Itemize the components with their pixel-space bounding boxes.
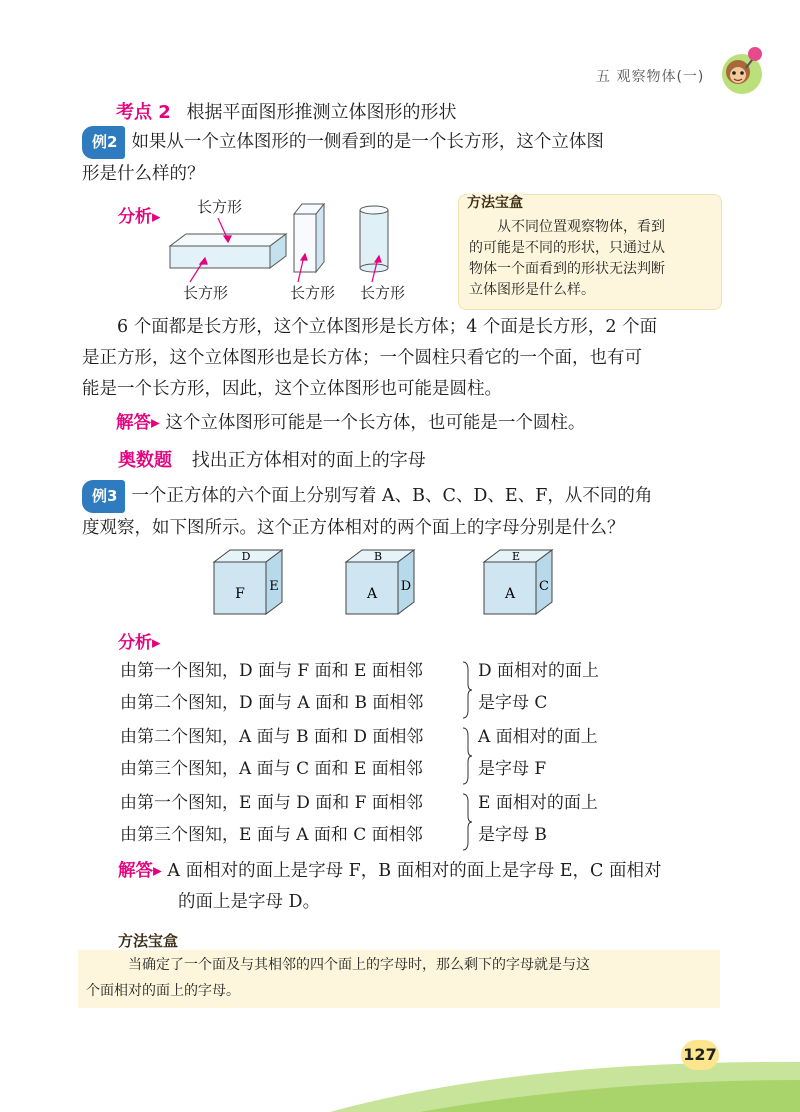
example3-answer-line2: 的面上是字母 D。 bbox=[178, 892, 321, 912]
explain-line3: 能是一个长方形，因此，这个立体图形也可能是圆柱。 bbox=[82, 379, 502, 399]
cube-2 bbox=[346, 550, 414, 614]
example3-analysis-label: 分析▸ bbox=[118, 633, 161, 653]
explain-line2: 是正方形，这个立体图形也是长方体；一个圆柱只看它的一个面，也有可 bbox=[82, 348, 642, 368]
group1-result2: 是字母 C bbox=[478, 693, 548, 713]
example2-question-line2: 形是什么样的？ bbox=[82, 164, 205, 184]
group2-line2: 由第三个图知，A 面与 C 面和 E 面相邻 bbox=[120, 759, 423, 779]
cube-1-side-letter: E bbox=[269, 579, 279, 594]
group3-result2: 是字母 B bbox=[478, 825, 547, 845]
group3-line2: 由第三个图知，E 面与 A 面和 C 面相邻 bbox=[120, 825, 423, 845]
method-bottom-line2: 个面相对的面上的字母。 bbox=[86, 983, 240, 999]
cube-1-front-letter: F bbox=[235, 586, 245, 602]
example2-explanation bbox=[82, 312, 722, 405]
group3-result1: E 面相对的面上 bbox=[478, 793, 598, 813]
group3-brace bbox=[462, 792, 472, 852]
example2-analysis-label: 分析▸ bbox=[118, 207, 161, 227]
example3-question-line2: 度观察，如下图所示。这个正方体相对的两个面上的字母分别是什么？ bbox=[82, 518, 625, 538]
cylinder-shape bbox=[360, 206, 388, 272]
tall-prism-shape bbox=[294, 204, 324, 272]
method-line4: 立体图形是什么样。 bbox=[469, 282, 595, 298]
cube-2-top-letter: B bbox=[373, 550, 383, 563]
page-number: 127 bbox=[681, 1040, 719, 1070]
cube-2-front-letter: A bbox=[366, 586, 378, 602]
example2-answer-text: 这个立体图形可能是一个长方体，也可能是一个圆柱。 bbox=[165, 413, 586, 433]
example2-question-line1: 如果从一个立体图形的一侧看到的是一个长方形，这个立体图 bbox=[131, 132, 604, 152]
example2-badge: 例2 bbox=[82, 126, 125, 159]
section-heading bbox=[116, 98, 457, 124]
olympiad-heading bbox=[118, 446, 426, 472]
explain-line1: 6 个面都是长方形，这个立体图形是长方体；4 个面是长方形，2 个面 bbox=[117, 317, 658, 337]
olympiad-title: 找出正方体相对的面上的字母 bbox=[191, 450, 426, 471]
method-bottom-title: 方法宝盒 bbox=[118, 932, 179, 950]
method-box-top bbox=[458, 194, 722, 310]
olympiad-tag: 奥数题 bbox=[118, 450, 172, 471]
cube-2-side-letter: D bbox=[400, 579, 412, 594]
method-box-title: 方法宝盒 bbox=[467, 193, 523, 214]
cube-1 bbox=[214, 550, 282, 614]
group2-brace bbox=[462, 726, 472, 786]
cube-1-top-letter: D bbox=[241, 550, 251, 563]
method-bottom-line1: 当确定了一个面及与其相邻的四个面上的字母时，那么剩下的字母就是与这 bbox=[128, 957, 590, 973]
group1-brace bbox=[462, 660, 472, 720]
example3-question bbox=[82, 480, 722, 544]
example2-question bbox=[82, 126, 722, 190]
figure-label-bottom3: 长方形 bbox=[360, 284, 406, 302]
method-line2: 的可能是不同的形状，只通过从 bbox=[469, 240, 665, 256]
figure-label-bottom1: 长方形 bbox=[183, 284, 229, 302]
group1-result1: D 面相对的面上 bbox=[478, 661, 600, 681]
example3-answer bbox=[118, 856, 728, 918]
cube-3-side-letter: C bbox=[539, 579, 549, 594]
decorative-wave bbox=[0, 1030, 800, 1112]
figure-label-bottom2: 长方形 bbox=[290, 284, 336, 302]
group3-line1: 由第一个图知，E 面与 D 面和 F 面相邻 bbox=[120, 793, 423, 813]
cube-3 bbox=[484, 550, 552, 614]
cube-3-top-letter: E bbox=[511, 550, 521, 563]
example2-answer bbox=[116, 408, 756, 439]
method-box-bottom bbox=[78, 950, 720, 1008]
method-line1: 从不同位置观察物体，看到 bbox=[497, 219, 665, 235]
cubes-figure bbox=[200, 548, 580, 622]
example3-answer-line1: A 面相对的面上是字母 F，B 面相对的面上是字母 E，C 面相对 bbox=[167, 861, 662, 881]
method-line3: 物体一个面看到的形状无法判断 bbox=[469, 261, 665, 277]
example3-answer-label: 解答▸ bbox=[118, 861, 162, 881]
section-tag: 考点 2 bbox=[116, 102, 171, 123]
group1-line1: 由第一个图知，D 面与 F 面和 E 面相邻 bbox=[120, 661, 423, 681]
chapter-header: 五 观察物体(一) bbox=[596, 69, 705, 85]
group2-result2: 是字母 F bbox=[478, 759, 547, 779]
monkey-mascot-icon bbox=[712, 42, 772, 98]
example3-badge: 例3 bbox=[82, 480, 125, 513]
cube-3-front-letter: A bbox=[504, 586, 516, 602]
figure-label-top: 长方形 bbox=[197, 198, 243, 216]
group2-line1: 由第二个图知，A 面与 B 面和 D 面相邻 bbox=[120, 727, 424, 747]
section-title: 根据平面图形推测立体图形的形状 bbox=[186, 102, 457, 123]
example2-answer-label: 解答▸ bbox=[116, 413, 160, 433]
example3-question-line1: 一个正方体的六个面上分别写着 A、B、C、D、E、F，从不同的角 bbox=[131, 486, 653, 506]
group1-line2: 由第二个图知，D 面与 A 面和 B 面相邻 bbox=[120, 693, 424, 713]
group2-result1: A 面相对的面上 bbox=[478, 727, 598, 747]
